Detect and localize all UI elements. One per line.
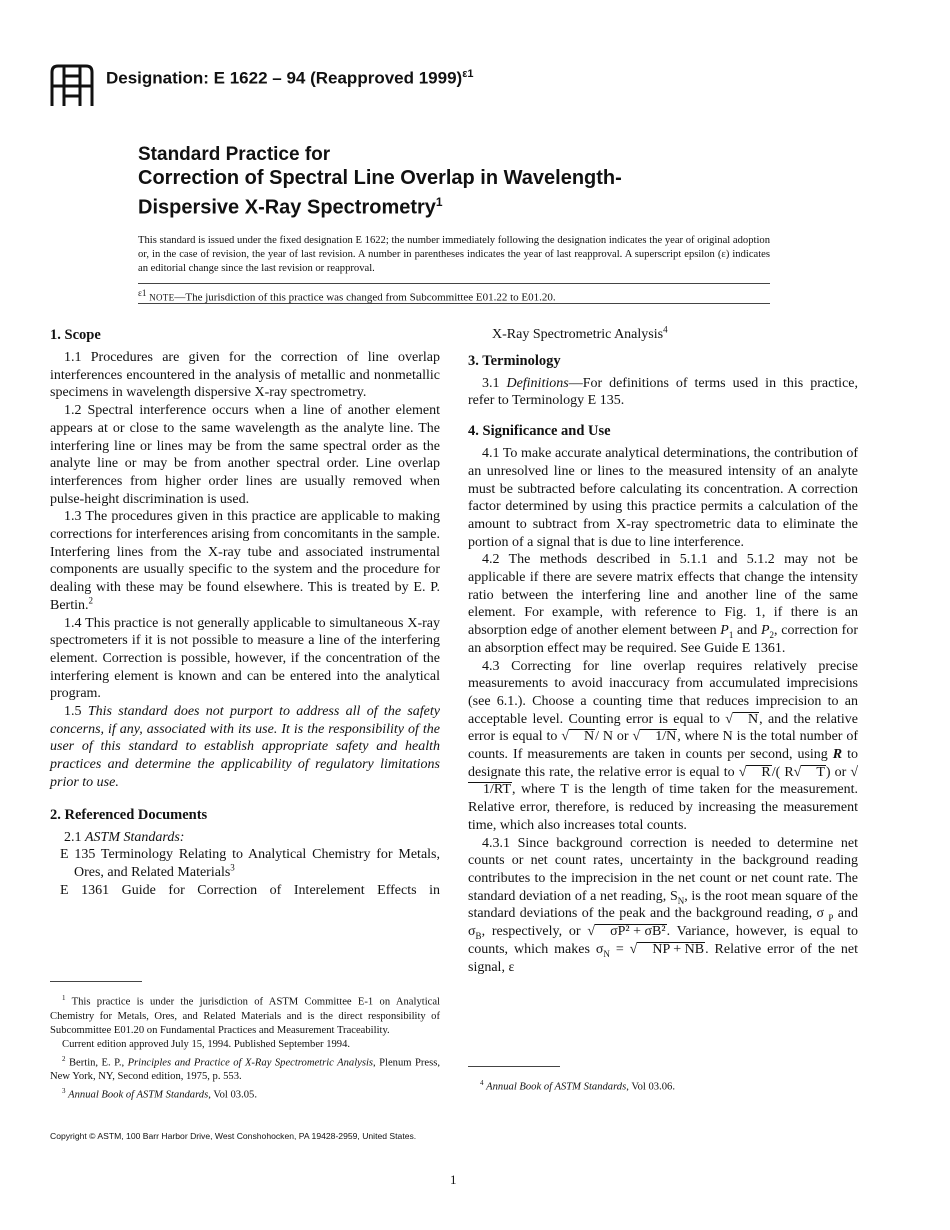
divider	[138, 283, 770, 284]
copyright: Copyright © ASTM, 100 Barr Harbor Drive, West Conshohocken, PA 19428-2959, United States.	[50, 1131, 417, 1141]
astm-logo-icon	[48, 62, 96, 110]
footnote-3: $^3$ Annual Book of ASTM Standards, Vol 03.05.	[62, 1087, 257, 1101]
paragraph-4-1: 4.1 To make accurate analytical determinations, the contribution of an unresolved line or lines to the measured intensity of an analyte must be subtracted before calculating its concentration. A correction factor determined by using this practice permits a calculation of the amount to subtract from X-ray spectrometric data to eliminate the portion of a signal that is due to line interference.	[468, 446, 858, 550]
footnotes-left	[50, 991, 440, 1103]
paragraph-4-2: 4.2 The methods described in 5.1.1 and 5.1.2 may not be applicable if there are severe matrix effects that change the intensity ratio between the interfering line and another line of the same element. For example, with reference to Fig. 1, if there is an absorption edge of another element between $P_1$ and $P_2$, correction for an absorption effect may be required. See Guide E 1361.	[468, 552, 858, 656]
footnote-2: $^2$ Bertin, E. P., Principles and Practice of X-Ray Spectrometric Analysis, Plenum Press, New York, NY, Second edition, 1975, p. 553.	[50, 1054, 440, 1083]
left-column	[50, 326, 440, 899]
paragraph-1-2: 1.2 Spectral interference occurs when a line of another element appears at or close to the same wavelength as the analyte line. The interfering line or lines may be from the same spectral order as the analyte line or may be from another spectral order. Line overlap interferences from higher order lines are usually removed when pulse-height discrimination is used.	[50, 403, 440, 507]
section-heading-significance: 4. Significance and Use	[468, 423, 611, 440]
paragraph-1-1: 1.1 Procedures are given for the correction of line overlap interferences encountered in the analysis of metallic and nonmetallic specimens in wavelength dispersive X-ray spectrometry.	[50, 350, 440, 401]
divider	[138, 303, 770, 304]
footnote-4: $^4$ Annual Book of ASTM Standards, Vol 03.06.	[480, 1079, 675, 1093]
paragraph-2-1: 2.1 ASTM Standards:	[64, 829, 185, 845]
editorial-note: $^{\varepsilon 1}$ NOTE—The jurisdiction of this practice was changed from Subcommittee E01.22 to E01.20.	[138, 288, 556, 304]
title-line-2: Correction of Spectral Line Overlap in Wavelength-	[138, 167, 622, 189]
right-column	[468, 326, 858, 976]
section-heading-terminology: 3. Terminology	[468, 352, 561, 369]
section-heading-referenced-documents: 2. Referenced Documents	[50, 806, 208, 823]
reference-e1361-continued: X-Ray Spectrometric Analysis$^4$	[492, 324, 668, 342]
footnote-rule	[468, 1066, 560, 1067]
footnote-1: $^1$ This practice is under the jurisdiction of ASTM Committee E-1 on Analytical Chemistry for Metals, Ores, and Related Materials and is the direct responsibility of Subcommittee E01.20 on Fundamental Practices and Measurement Traceability.	[50, 994, 440, 1036]
title-block	[138, 144, 838, 220]
paragraph-3-1: 3.1 Definitions—For definitions of terms used in this practice, refer to Terminology E 135.	[468, 375, 858, 409]
page-number: 1	[450, 1172, 457, 1187]
footnote-rule	[50, 981, 142, 982]
paragraph-1-3: 1.3 The procedures given in this practice are applicable to making corrections for interferences arising from concomitants in the sample. Interfering lines from the X-ray tube and associated instrumental components are usually specific to the system and the procedure for dealing with these may be found elsewhere. This is treated by E. P. Bertin.$^2$	[50, 509, 440, 613]
designation: Designation: E 1622 – 94 (Reapproved 1999)$^{\varepsilon 1}$	[106, 68, 474, 88]
title-line-3: Dispersive X-Ray Spectrometry$^1$	[138, 195, 443, 219]
footnote-1-edition: Current edition approved July 15, 1994. Published September 1994.	[62, 1038, 351, 1050]
paragraph-4-3-1: 4.3.1 Since background correction is needed to determine net counts or net count rates, uncertainty in the background reading contributes to the imprecision in the net count or net count rate. The standard deviation of a net reading, $S_N$, is the root mean square of the standard deviations of the peak and the background reading, σ $_P$ and $\sigma_B$, respectively, or √ σP² + σB². Variance, however, is equal to counts, which makes $\sigma_N$ = √ NP + NB. Relative error of the net signal, ε	[468, 835, 858, 975]
reference-e1361: E 1361 Guide for Correction of Interelement Effects in	[60, 882, 440, 898]
title-line-1: Standard Practice for	[138, 144, 331, 165]
footnotes-right	[468, 1076, 858, 1095]
section-heading-scope: 1. Scope	[50, 327, 101, 343]
paragraph-1-4: 1.4 This practice is not generally applicable to simultaneous X-ray spectrometers if it is not possible to measure a line of the interfering element. Correction is possible, however, if the concentration of the interfering element is known and can be entered into the analytical program.	[50, 615, 440, 702]
paragraph-4-3: 4.3 Correcting for line overlap requires relatively precise measurements to avoid inaccuracy from accumulated imprecisions (see 6.1.). Choose a counting time that reduces imprecision to an acceptable level. Counting error is equal to √ N, and the relative error is equal to √ N/ N or √ 1/N, where N is the total number of counts. If measurements are taken in counts per second, using R to designate this rate, the relative error is equal to √ R/( R√ T) or √1/RT, where T is the length of time taken for the measurement. Relative error, therefore, is reduced by increasing the measurement time, which also increases total counts.	[468, 658, 859, 833]
paragraph-1-5: 1.5 This standard does not purport to address all of the safety concerns, if any, associated with its use. It is the responsibility of the user of this standard to establish appropriate safety and health practices and determine the applicability of regulatory limitations prior to use.	[50, 704, 440, 790]
issue-statement: This standard is issued under the fixed designation E 1622; the number immediately following the designation indicates the year of original adoption or, in the case of revision, the year of last revision. A number in parentheses indicates the year of last reapproval. A superscript epsilon (ε) indicates an editorial change since the last revision or reapproval.	[138, 235, 770, 274]
reference-e135: E 135 Terminology Relating to Analytical Chemistry for Metals, Ores, and Related Materials$^3$	[60, 847, 440, 880]
